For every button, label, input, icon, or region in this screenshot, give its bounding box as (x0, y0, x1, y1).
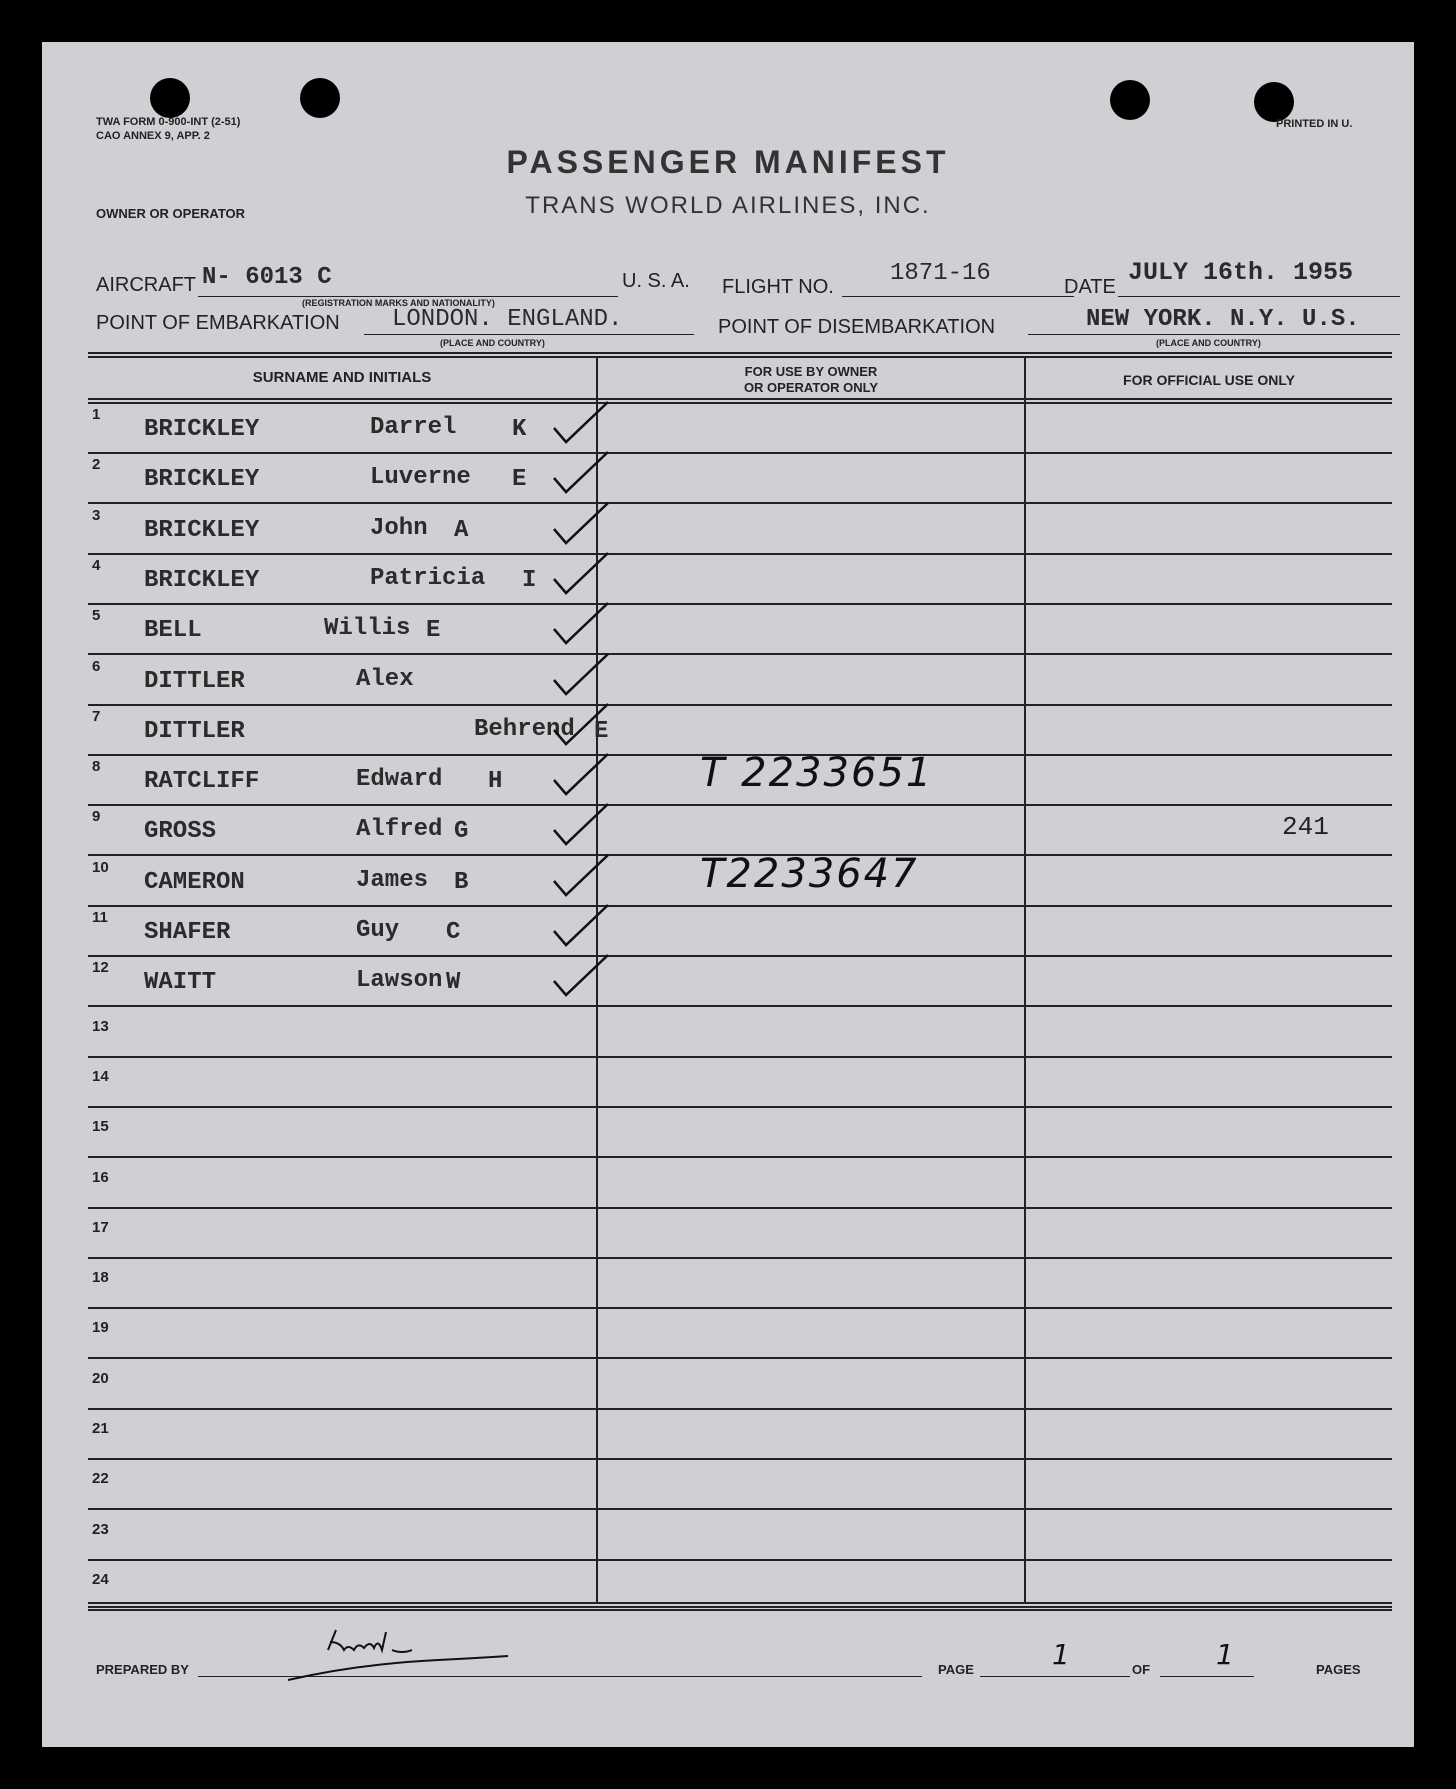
row-number: 24 (92, 1570, 109, 1588)
passenger-given-name: James (356, 866, 429, 894)
col-owner-use-2: OR OPERATOR ONLY (743, 380, 879, 395)
flight-value: 1871-16 (890, 260, 991, 287)
checkmark-icon (550, 951, 660, 1011)
passenger-given-name: Behrend (474, 715, 575, 743)
flight-underline (842, 296, 1074, 297)
table-row (88, 1159, 1392, 1209)
passenger-given-name: Darrel (370, 414, 457, 441)
passenger-initial: H (488, 768, 503, 796)
passenger-surname: BRICKLEY (144, 566, 260, 594)
passenger-given-name: Lawson (356, 967, 443, 995)
form-id: TWA FORM 0-900-INT (2-51) (96, 116, 241, 128)
table-row (88, 706, 1392, 756)
of-value: 1 (1216, 1638, 1234, 1671)
owner-operator-label: OWNER OR OPERATOR (96, 206, 246, 221)
table-row (88, 907, 1392, 957)
table-row (88, 1460, 1392, 1510)
row-number: 14 (92, 1067, 109, 1085)
ticket-number: T 2233651 (700, 750, 934, 797)
passenger-initial: E (594, 717, 609, 745)
passenger-surname: CAMERON (144, 868, 245, 896)
row-number: 9 (92, 808, 101, 826)
table-row (88, 750, 1392, 806)
passenger-surname: WAITT (144, 969, 217, 997)
passenger-surname: BRICKLEY (144, 416, 260, 443)
row-number: 11 (92, 909, 108, 926)
table-row (88, 555, 1392, 605)
table-row (88, 656, 1392, 706)
passenger-initial: E (426, 617, 441, 645)
registration-caption: (REGISTRATION MARKS AND NATIONALITY) (302, 298, 495, 308)
table-top-rule (88, 352, 1392, 358)
col-official: FOR OFFICIAL USE ONLY (1123, 372, 1295, 388)
table-row (88, 806, 1392, 856)
table-row (88, 1360, 1392, 1410)
table-row (88, 404, 1392, 454)
row-number: 5 (92, 607, 101, 625)
date-label: DATE (1064, 276, 1116, 298)
row-number: 12 (92, 959, 109, 977)
table-row (88, 1008, 1392, 1058)
table-row (88, 957, 1392, 1007)
passenger-initial: C (446, 919, 461, 946)
embarkation-caption: (PLACE AND COUNTRY) (440, 338, 545, 348)
passenger-given-name: Patricia (370, 564, 486, 592)
row-number: 4 (92, 556, 101, 574)
row-number: 6 (92, 657, 101, 675)
passenger-surname: BRICKLEY (144, 466, 260, 494)
passenger-given-name: Guy (356, 917, 400, 944)
passenger-initial: B (454, 868, 469, 896)
passenger-surname: RATCLIFF (144, 768, 260, 796)
table-row (88, 1058, 1392, 1108)
punch-hole (1254, 82, 1294, 122)
table-row (88, 1309, 1392, 1359)
row-number: 2 (92, 456, 101, 474)
table-row (88, 505, 1392, 555)
passenger-surname: GROSS (144, 818, 217, 846)
passenger-surname: DITTLER (144, 717, 245, 745)
row-number: 13 (92, 1017, 109, 1035)
table-row (88, 454, 1392, 504)
row-number: 18 (92, 1269, 109, 1287)
table-row (88, 1108, 1392, 1158)
col-surname: SURNAME AND INITIALS (252, 369, 432, 386)
pages-label: PAGES (1316, 1662, 1361, 1677)
page-value: 1 (1052, 1638, 1070, 1671)
manifest-sheet (42, 42, 1414, 1747)
punch-hole (1110, 80, 1150, 120)
row-number: 16 (92, 1168, 109, 1186)
passenger-initial: E (512, 466, 527, 494)
page-underline (980, 1676, 1130, 1677)
table-row (88, 1511, 1392, 1561)
passenger-given-name: Alex (356, 665, 414, 693)
disembarkation-caption: (PLACE AND COUNTRY) (1156, 338, 1261, 348)
aircraft-label: AIRCRAFT (96, 274, 196, 296)
aircraft-underline (198, 296, 618, 297)
row-number: 3 (92, 506, 101, 524)
passenger-given-name: Luverne (370, 464, 471, 492)
table-row (88, 850, 1392, 907)
passenger-given-name: John (370, 514, 428, 542)
row-number: 22 (92, 1470, 109, 1488)
row-number: 8 (92, 758, 101, 776)
of-underline (1160, 1676, 1254, 1677)
printed-in: PRINTED IN U. (1276, 118, 1353, 130)
passenger-initial: G (454, 818, 469, 846)
passenger-surname: BRICKLEY (144, 516, 260, 544)
passenger-given-name: Willis (324, 615, 411, 643)
usa-label: U. S. A. (622, 270, 690, 292)
embarkation-label: POINT OF EMBARKATION (96, 312, 340, 334)
aircraft-value: N- 6013 C (202, 264, 332, 291)
form-title: PASSENGER MANIFEST (506, 144, 950, 180)
disembarkation-value: NEW YORK. N.Y. U.S. (1086, 306, 1360, 333)
passenger-initial: W (446, 969, 461, 997)
page-label: PAGE (938, 1662, 974, 1677)
official-note: 241 (1282, 812, 1329, 843)
row-number: 1 (92, 406, 101, 423)
date-value: JULY 16th. 1955 (1128, 258, 1354, 287)
of-label: OF (1132, 1662, 1151, 1677)
flight-label: FLIGHT NO. (722, 276, 834, 298)
table-row (88, 1410, 1392, 1460)
form-annex: CAO ANNEX 9, APP. 2 (96, 130, 210, 142)
date-underline (1118, 296, 1400, 297)
table-row (88, 1259, 1392, 1309)
disembarkation-underline (1028, 334, 1400, 335)
table-row (88, 1209, 1392, 1259)
row-number: 21 (92, 1420, 109, 1437)
table-bottom-rule (88, 1602, 1392, 1608)
col-owner-use-1: FOR USE BY OWNER (744, 364, 878, 379)
table-row (88, 605, 1392, 655)
passenger-initial: K (512, 416, 527, 443)
disembarkation-label: POINT OF DISEMBARKATION (718, 316, 996, 338)
passenger-given-name: Alfred (356, 816, 443, 844)
punch-hole (300, 78, 340, 118)
row-number: 17 (92, 1218, 109, 1236)
passenger-given-name: Edward (356, 766, 443, 794)
row-number: 7 (92, 707, 101, 725)
prepared-label: PREPARED BY (96, 1662, 189, 1677)
passenger-surname: BELL (144, 617, 202, 645)
row-number: 19 (92, 1319, 109, 1337)
passenger-surname: SHAFER (144, 919, 231, 946)
ticket-number: T2233647 (700, 850, 919, 897)
passenger-initial: A (454, 516, 469, 544)
passenger-initial: I (522, 566, 537, 594)
row-number: 15 (92, 1118, 109, 1136)
passenger-surname: DITTLER (144, 667, 245, 695)
row-number: 10 (92, 858, 109, 876)
embarkation-value: LONDON. ENGLAND. (392, 306, 623, 333)
row-number: 23 (92, 1520, 109, 1538)
preparer-signature-icon (278, 1620, 558, 1690)
row-number: 20 (92, 1369, 109, 1387)
embarkation-underline (364, 334, 694, 335)
airline-name: TRANS WORLD AIRLINES, INC. (525, 192, 931, 219)
punch-hole (150, 78, 190, 118)
row-rule (88, 1609, 1392, 1611)
